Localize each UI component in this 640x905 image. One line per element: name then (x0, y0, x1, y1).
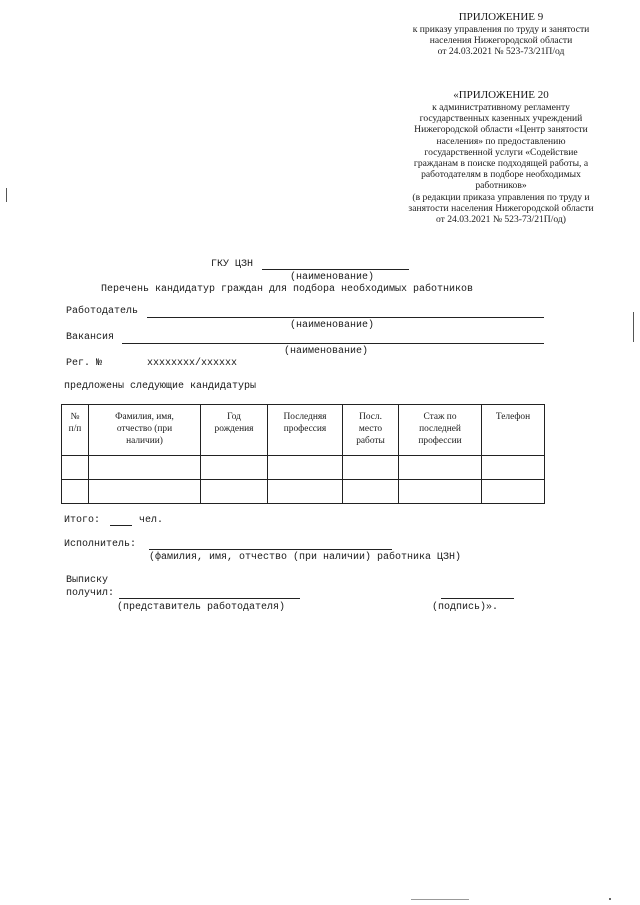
column-header-last-profession: Последняя профессия (268, 405, 343, 456)
candidates-table (61, 404, 545, 504)
vacancy-label: Вакансия (66, 332, 115, 343)
column-header-number: № п/п (62, 405, 89, 456)
appendix20-line: от 24.03.2021 № 523-73/21П/од) (435, 214, 566, 226)
appendix20-block (376, 88, 626, 225)
table-row (62, 456, 545, 480)
scan-margin-mark (633, 312, 634, 342)
proposed-text: предложены следующие кандидатуры (64, 381, 257, 392)
reg-value: хххххххх/хххххх (147, 358, 238, 369)
appendix9-line: к приказу управления по труду и занятости (412, 24, 590, 35)
appendix9-title: ПРИЛОЖЕНИЕ 9 (458, 11, 544, 23)
appendix9-line: населения Нижегородской области (429, 35, 573, 47)
table-cell (482, 456, 545, 480)
gku-name-line (262, 269, 409, 270)
table-cell (62, 480, 89, 504)
table-cell (399, 456, 482, 480)
executor-line (149, 549, 392, 550)
employer-label: Работодатель (66, 306, 139, 317)
column-header-birth-year: Год рождения (201, 405, 268, 456)
scan-margin-mark (6, 188, 7, 202)
appendix20-line: к административному регламенту (432, 102, 570, 113)
table-cell (343, 456, 399, 480)
received-label-line2: получил: (66, 588, 115, 599)
representative-line (119, 598, 300, 599)
received-label-line1: Выписку (66, 575, 109, 586)
vacancy-caption: (наименование) (284, 346, 369, 357)
appendix20-line: населения» по предоставлению (436, 135, 566, 147)
table-row (62, 480, 545, 504)
appendix20-title: «ПРИЛОЖЕНИЕ 20 (453, 89, 549, 101)
appendix20-line: занятости населения Нижегородской области (408, 202, 594, 214)
appendix20-line: Нижегородской области «Центр занятости (414, 124, 588, 136)
vacancy-line (122, 343, 544, 344)
appendix20-line: работников» (475, 180, 527, 192)
signature-line (441, 598, 514, 599)
signature-caption: (подпись)». (432, 602, 499, 613)
gku-caption: (наименование) (290, 272, 375, 283)
gku-label: ГКУ ЦЗН (211, 259, 254, 270)
executor-label: Исполнитель: (64, 539, 137, 550)
appendix20-line: гражданам в поиске подходящей работы, а (413, 158, 589, 170)
table-cell (201, 480, 268, 504)
employer-line (147, 317, 544, 318)
appendix9-line: от 24.03.2021 № 523-73/21П/од (437, 46, 565, 58)
table-cell (268, 480, 343, 504)
table-cell (343, 480, 399, 504)
scan-artifact-dot (609, 898, 611, 900)
table-cell (399, 480, 482, 504)
table-cell (62, 456, 89, 480)
form-title: Перечень кандидатур граждан для подбора необходимых работников (101, 284, 474, 295)
table-cell (268, 456, 343, 480)
representative-caption: (представитель работодателя) (117, 602, 286, 613)
appendix20-line: государственной услуги «Содействие (424, 146, 578, 158)
appendix20-line: (в редакции приказа управления по труду и (412, 191, 590, 203)
table-cell (89, 456, 201, 480)
scan-artifact-line (411, 899, 469, 900)
table-header-row (62, 405, 545, 456)
column-header-full-name: Фамилия, имя, отчество (при наличии) (89, 405, 201, 456)
appendix20-line: государственных казенных учреждений (419, 113, 583, 125)
employer-caption: (наименование) (290, 320, 375, 331)
total-label: Итого: (64, 515, 101, 526)
reg-label: Рег. № (66, 358, 103, 369)
column-header-last-workplace: Посл. место работы (343, 405, 399, 456)
table-cell (201, 456, 268, 480)
appendix20-line: работодателям в подборе необходимых (421, 169, 581, 181)
executor-caption: (фамилия, имя, отчество (при наличии) работника ЦЗН) (149, 552, 462, 563)
column-header-phone: Телефон (482, 405, 545, 456)
table-cell (482, 480, 545, 504)
table-cell (89, 480, 201, 504)
column-header-experience: Стаж по последней профессии (399, 405, 482, 456)
total-count-line (110, 525, 132, 526)
total-unit: чел. (139, 515, 164, 526)
appendix9-block (376, 10, 626, 58)
